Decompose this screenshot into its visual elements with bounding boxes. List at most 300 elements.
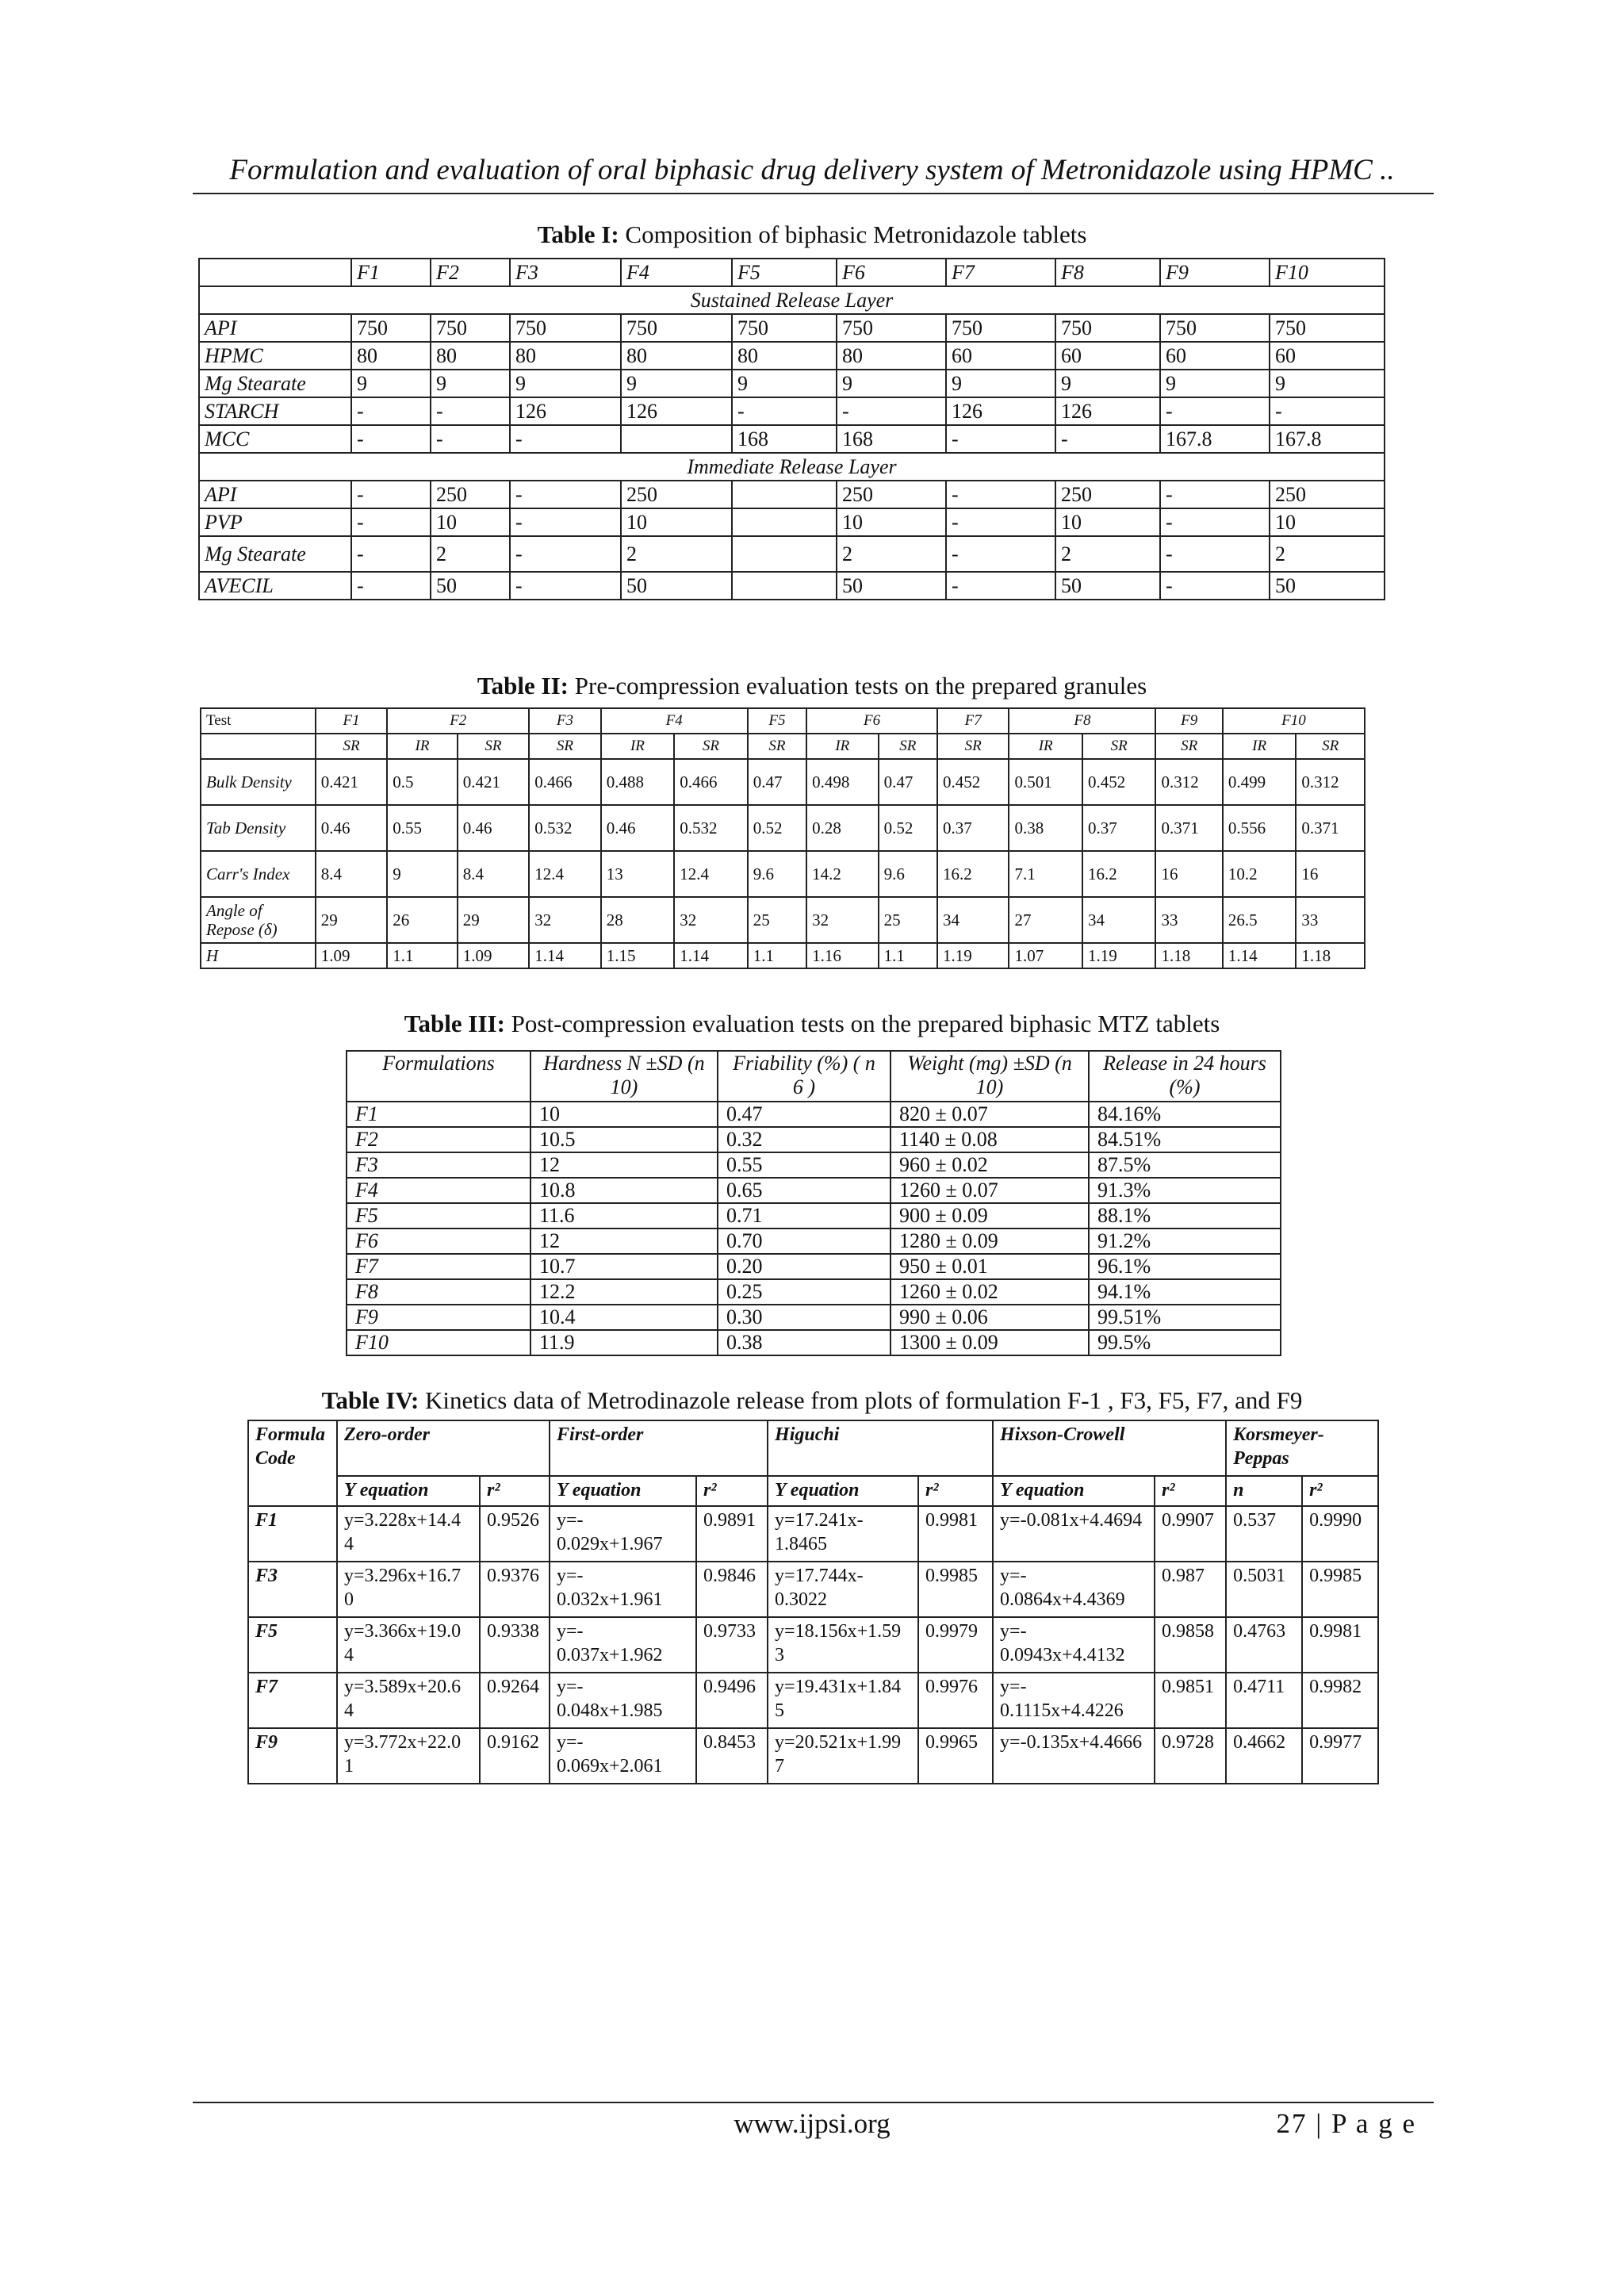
table3-caption-text: Post-compression evaluation tests on the prepared biphasic MTZ tablets [504, 1010, 1220, 1037]
table4-cell: 0.9733 [696, 1617, 768, 1673]
table1-row-label: API [199, 314, 351, 342]
table2-cell: 0.52 [879, 805, 937, 851]
table1-cell: - [510, 536, 621, 572]
table3-row [347, 1279, 1281, 1305]
table3-cell: 0.65 [718, 1178, 891, 1203]
table4-subheader: r² [696, 1476, 768, 1506]
table2-cell: 1.18 [1296, 943, 1365, 968]
table1-cell: 50 [431, 572, 510, 600]
table3-cell: 0.32 [718, 1127, 891, 1152]
table1-cell: 750 [1055, 314, 1160, 342]
table4-formula-code: F5 [248, 1617, 337, 1673]
table2-subheader-row [201, 734, 1365, 759]
table1-cell: 750 [431, 314, 510, 342]
table3-row [347, 1254, 1281, 1279]
table2-cell: 16 [1296, 851, 1365, 897]
table1-cell: 250 [1270, 481, 1385, 508]
table2-cell: 1.16 [806, 943, 878, 968]
table3-cell: 1280 ± 0.09 [891, 1228, 1089, 1254]
table2-caption-label: Table II: [477, 672, 569, 700]
table1-cell: 60 [946, 342, 1055, 370]
table3-cell: 84.51% [1089, 1127, 1281, 1152]
table2-cell: 0.499 [1223, 759, 1296, 805]
table2-cell: 26.5 [1223, 897, 1296, 943]
table2-subheader: SR [1296, 734, 1365, 759]
running-header: Formulation and evaluation of oral biphasic drug delivery system of Metronidazole using HPMC .. [229, 154, 1395, 186]
table4-cell: 0.9907 [1155, 1506, 1226, 1562]
table2-cell: 0.46 [458, 805, 530, 851]
table2-cell: 32 [674, 897, 748, 943]
table1-cell: 750 [946, 314, 1055, 342]
table1-section-immediate: Immediate Release Layer [199, 453, 1385, 481]
table1-cell: - [1270, 397, 1385, 425]
table1-cell: 126 [946, 397, 1055, 425]
table4-cell: 0.9891 [696, 1506, 768, 1562]
table1-row [199, 536, 1385, 572]
table3-formulation: F9 [347, 1305, 530, 1330]
table4-cell: y=- 0.069x+2.061 [550, 1728, 696, 1784]
table3-cell: 10.5 [530, 1127, 718, 1152]
table2-cell: 1.07 [1009, 943, 1082, 968]
table3-cell: 12 [530, 1152, 718, 1178]
table1-cell: - [510, 425, 621, 453]
table1-cell: 60 [1160, 342, 1270, 370]
table1-cell: 10 [1055, 508, 1160, 536]
table2-subheader: SR [1082, 734, 1156, 759]
table2-cell: 28 [601, 897, 674, 943]
table4-cell: y=3.772x+22.0 1 [337, 1728, 480, 1784]
table2-cell: 0.452 [1082, 759, 1156, 805]
table1-cell: - [351, 508, 431, 536]
table3-cell: 11.6 [530, 1203, 718, 1228]
table1-col-header: F10 [1270, 259, 1385, 286]
table1-cell: 9 [1270, 370, 1385, 397]
table1-caption-text: Composition of biphasic Metronidazole tablets [619, 220, 1087, 248]
table4-cell: 0.9976 [918, 1673, 993, 1728]
table1-col-header: F1 [351, 259, 431, 286]
table2-cell: 12.4 [674, 851, 748, 897]
table3-cell: 0.47 [718, 1102, 891, 1127]
table4-subheader: r² [1155, 1476, 1226, 1506]
table2-cell: 0.55 [387, 805, 457, 851]
table4-col-header: Hixson-Crowell [993, 1420, 1226, 1476]
table3-formulation: F8 [347, 1279, 530, 1305]
table1-cell: - [351, 572, 431, 600]
table1-cell: - [1160, 508, 1270, 536]
table3-cell: 91.3% [1089, 1178, 1281, 1203]
table1-cell: - [1160, 397, 1270, 425]
table4-cell: y=19.431x+1.84 5 [768, 1673, 918, 1728]
table1-col-header: F4 [621, 259, 732, 286]
table1-cell: 2 [431, 536, 510, 572]
table2-cell: 26 [387, 897, 457, 943]
table3-col-header: Hardness N ±SD (n 10) [530, 1051, 718, 1102]
table3-cell: 1140 ± 0.08 [891, 1127, 1089, 1152]
table1-cell: 126 [621, 397, 732, 425]
table3-cell: 1300 ± 0.09 [891, 1330, 1089, 1355]
table4-cell: y=3.366x+19.0 4 [337, 1617, 480, 1673]
table4-cell: 0.9728 [1155, 1728, 1226, 1784]
table3-cell: 0.71 [718, 1203, 891, 1228]
header-rule [193, 193, 1434, 194]
table2-cell: 14.2 [806, 851, 878, 897]
table1-cell: - [1055, 425, 1160, 453]
table1-row [199, 425, 1385, 453]
table4-cell: y=- 0.032x+1.961 [550, 1562, 696, 1617]
table1-col-header: F8 [1055, 259, 1160, 286]
table2-col-header: F3 [529, 708, 600, 734]
table2-cell: 1.14 [674, 943, 748, 968]
table3-formulation: F6 [347, 1228, 530, 1254]
table4-cell: y=-0.081x+4.4694 [993, 1506, 1155, 1562]
table2-row-label: Bulk Density [201, 759, 316, 805]
table2-cell: 29 [316, 897, 387, 943]
table2-cell: 7.1 [1009, 851, 1082, 897]
table4-cell: y=17.744x- 0.3022 [768, 1562, 918, 1617]
table1-row-label: MCC [199, 425, 351, 453]
table2-subheader-blank [201, 734, 316, 759]
table1-cell [732, 536, 837, 572]
table2-row-label: H [201, 943, 316, 968]
table4-cell: 0.5031 [1226, 1562, 1302, 1617]
table4-cell: y=3.228x+14.4 4 [337, 1506, 480, 1562]
table1-cell: 9 [510, 370, 621, 397]
table4-cell: 0.4711 [1226, 1673, 1302, 1728]
table3-cell: 91.2% [1089, 1228, 1281, 1254]
table4-cell: 0.9846 [696, 1562, 768, 1617]
table1-cell: 750 [1270, 314, 1385, 342]
table3-col-header: Weight (mg) ±SD (n 10) [891, 1051, 1089, 1102]
table4-subheader: Y equation [993, 1476, 1155, 1506]
table4-cell: y=18.156x+1.59 3 [768, 1617, 918, 1673]
table1-cell: 167.8 [1270, 425, 1385, 453]
table2-subheader: SR [748, 734, 806, 759]
table1-cell: - [510, 572, 621, 600]
table1-cell: - [351, 536, 431, 572]
table3-row [347, 1330, 1281, 1355]
table1-cell: - [946, 536, 1055, 572]
table2-caption [0, 672, 1624, 700]
table3-col-header: Friability (%) ( n 6 ) [718, 1051, 891, 1102]
table1-row-label: AVECIL [199, 572, 351, 600]
table4-subheader: Y equation [768, 1476, 918, 1506]
table2-cell: 9.6 [879, 851, 937, 897]
table1-cell: 50 [1270, 572, 1385, 600]
table2-cell: 0.532 [674, 805, 748, 851]
table1-cell: 10 [431, 508, 510, 536]
table1-cell: 250 [837, 481, 946, 508]
table1-cell: 750 [621, 314, 732, 342]
table4-cell: 0.9162 [480, 1728, 550, 1784]
table1-cell: - [946, 425, 1055, 453]
table2-subheader: SR [937, 734, 1009, 759]
table4-cell: y=- 0.029x+1.967 [550, 1506, 696, 1562]
table1-cell: - [946, 508, 1055, 536]
table1-cell: - [510, 481, 621, 508]
table3-formulation: F4 [347, 1178, 530, 1203]
table4-row [248, 1617, 1378, 1673]
table4-col-header: Korsmeyer-Peppas [1226, 1420, 1378, 1476]
page-number: 27 | P a g e [1276, 2108, 1416, 2139]
table4-cell: 0.9985 [1302, 1562, 1378, 1617]
table4-row [248, 1506, 1378, 1562]
table3-cell: 10.7 [530, 1254, 718, 1279]
table2-subheader: IR [387, 734, 457, 759]
table2-cell: 16.2 [1082, 851, 1156, 897]
table1-section-row [199, 453, 1385, 481]
table1-cell: 9 [837, 370, 946, 397]
table4-row [248, 1562, 1378, 1617]
table2-cell: 32 [806, 897, 878, 943]
table1-cell: - [351, 481, 431, 508]
table4-cell: 0.9858 [1155, 1617, 1226, 1673]
table2-cell: 29 [458, 897, 530, 943]
table4-cell: 0.987 [1155, 1562, 1226, 1617]
table4-cell: 0.9979 [918, 1617, 993, 1673]
table2-cell: 34 [1082, 897, 1156, 943]
table1-row [199, 314, 1385, 342]
table2-cell: 25 [879, 897, 937, 943]
table1-cell: 80 [431, 342, 510, 370]
table4-cell: y=17.241x- 1.8465 [768, 1506, 918, 1562]
table1-cell: 750 [837, 314, 946, 342]
table2-col-header: Test [201, 708, 316, 734]
table2-cell: 16.2 [937, 851, 1009, 897]
table2-subheader: SR [879, 734, 937, 759]
table2-row [201, 851, 1365, 897]
table2-cell: 1.14 [529, 943, 600, 968]
table1-header-row [199, 259, 1385, 286]
table2-cell: 10.2 [1223, 851, 1296, 897]
table3-cell: 12 [530, 1228, 718, 1254]
table4-cell: 0.4662 [1226, 1728, 1302, 1784]
table1-cell: 80 [351, 342, 431, 370]
table1-cell: - [732, 397, 837, 425]
table2-cell: 33 [1296, 897, 1365, 943]
table2-cell: 27 [1009, 897, 1082, 943]
table4-row [248, 1728, 1378, 1784]
table1-cell: 167.8 [1160, 425, 1270, 453]
table4-cell: y=3.589x+20.6 4 [337, 1673, 480, 1728]
table2-cell: 8.4 [316, 851, 387, 897]
table1-cell [621, 425, 732, 453]
table1-cell: 126 [510, 397, 621, 425]
table2-row [201, 805, 1365, 851]
table2-col-header: F2 [387, 708, 529, 734]
table2-row [201, 897, 1365, 943]
table1-row-label: PVP [199, 508, 351, 536]
table2-cell: 0.556 [1223, 805, 1296, 851]
table3-cell: 87.5% [1089, 1152, 1281, 1178]
table3-cell: 88.1% [1089, 1203, 1281, 1228]
table4-cell: 0.9990 [1302, 1506, 1378, 1562]
table2-row-label: Carr's Index [201, 851, 316, 897]
table2-row-label: Tab Density [201, 805, 316, 851]
table2-cell: 0.28 [806, 805, 878, 851]
table4-cell: 0.9965 [918, 1728, 993, 1784]
table1-cell: - [1160, 481, 1270, 508]
table1-cell: - [351, 397, 431, 425]
table4-cell: 0.9376 [480, 1562, 550, 1617]
table2-col-header: F10 [1223, 708, 1365, 734]
table1-cell: 9 [946, 370, 1055, 397]
table4-formula-code: F7 [248, 1673, 337, 1728]
table4-cell: y=-0.135x+4.4666 [993, 1728, 1155, 1784]
table3-cell: 0.30 [718, 1305, 891, 1330]
table1-row-label: API [199, 481, 351, 508]
table2-cell: 1.1 [879, 943, 937, 968]
table1-row-label: HPMC [199, 342, 351, 370]
table1-cell: - [1160, 572, 1270, 600]
table3-cell: 990 ± 0.06 [891, 1305, 1089, 1330]
table4-cell: 0.9977 [1302, 1728, 1378, 1784]
table3-cell: 950 ± 0.01 [891, 1254, 1089, 1279]
table1-cell: 2 [1055, 536, 1160, 572]
table3-row [347, 1152, 1281, 1178]
table2-cell: 0.47 [748, 759, 806, 805]
table3-row [347, 1127, 1281, 1152]
table1-cell: - [431, 425, 510, 453]
table2-subheader: SR [674, 734, 748, 759]
table2-subheader: IR [1223, 734, 1296, 759]
table1-row [199, 397, 1385, 425]
table1-cell: - [946, 481, 1055, 508]
table3-row [347, 1228, 1281, 1254]
table1-cell: 80 [732, 342, 837, 370]
table2-cell: 1.19 [937, 943, 1009, 968]
table4-col-header: Zero-order [337, 1420, 550, 1476]
table1-cell: 750 [510, 314, 621, 342]
table4-formula-code: F9 [248, 1728, 337, 1784]
table1-cell: 750 [732, 314, 837, 342]
table4-cell: 0.4763 [1226, 1617, 1302, 1673]
table2-col-header: F9 [1155, 708, 1222, 734]
table3-cell: 0.55 [718, 1152, 891, 1178]
table1-caption [0, 220, 1624, 249]
table2-col-header: F6 [806, 708, 937, 734]
table1-col-header: F9 [1160, 259, 1270, 286]
table3-cell: 0.25 [718, 1279, 891, 1305]
table2-col-header: F4 [601, 708, 748, 734]
table3-row [347, 1178, 1281, 1203]
table4-row [248, 1673, 1378, 1728]
table1-cell: 80 [837, 342, 946, 370]
table2-cell: 0.37 [1082, 805, 1156, 851]
table2-cell: 1.1 [748, 943, 806, 968]
table2-col-header: F8 [1009, 708, 1155, 734]
table4-cell: 0.9264 [480, 1673, 550, 1728]
table3-formulation: F10 [347, 1330, 530, 1355]
table2-cell: 0.37 [937, 805, 1009, 851]
table4-subheader: Y equation [550, 1476, 696, 1506]
footer-url: www.ijpsi.org [733, 2108, 891, 2139]
table1-row [199, 370, 1385, 397]
table4-formula-code: F3 [248, 1562, 337, 1617]
table3-cell: 900 ± 0.09 [891, 1203, 1089, 1228]
table4-cell: 0.9338 [480, 1617, 550, 1673]
table1-cell: 10 [621, 508, 732, 536]
table2-cell: 0.46 [601, 805, 674, 851]
table2-subheader: SR [1155, 734, 1222, 759]
table1-cell: 9 [1055, 370, 1160, 397]
table1-cell [732, 481, 837, 508]
table2-cell: 0.47 [879, 759, 937, 805]
table3-cell: 10.8 [530, 1178, 718, 1203]
table2-cell: 12.4 [529, 851, 600, 897]
table4-subheader: n [1226, 1476, 1302, 1506]
table3-cell: 0.70 [718, 1228, 891, 1254]
table1-cell: 9 [732, 370, 837, 397]
table2-row [201, 943, 1365, 968]
table3-formulation: F3 [347, 1152, 530, 1178]
table2-cell: 33 [1155, 897, 1222, 943]
table1-cell: 250 [431, 481, 510, 508]
table4-cell: 0.9985 [918, 1562, 993, 1617]
table2-cell: 0.421 [458, 759, 530, 805]
table3-cell: 10.4 [530, 1305, 718, 1330]
table1-row-label: Mg Stearate [199, 536, 351, 572]
table4-cell: 0.9982 [1302, 1673, 1378, 1728]
table3-cell: 12.2 [530, 1279, 718, 1305]
table1-cell: 2 [1270, 536, 1385, 572]
table1-cell: 168 [837, 425, 946, 453]
table3-row [347, 1203, 1281, 1228]
table2-cell: 0.452 [937, 759, 1009, 805]
table2-caption-text: Pre-compression evaluation tests on the prepared granules [569, 672, 1147, 700]
table2-cell: 32 [529, 897, 600, 943]
table4-subheader: r² [480, 1476, 550, 1506]
table2-cell: 16 [1155, 851, 1222, 897]
table4-cell: 0.537 [1226, 1506, 1302, 1562]
table4-col-header: Higuchi [768, 1420, 993, 1476]
table4-cell: 0.9981 [1302, 1617, 1378, 1673]
table3-formulation: F2 [347, 1127, 530, 1152]
table4-header-row [248, 1420, 1378, 1476]
table1-row [199, 481, 1385, 508]
table2-cell: 34 [937, 897, 1009, 943]
table1-cell: 9 [431, 370, 510, 397]
table2-precompression [200, 707, 1365, 969]
table1-cell: 250 [1055, 481, 1160, 508]
table2-cell: 0.532 [529, 805, 600, 851]
table2-subheader: SR [316, 734, 387, 759]
table1-col-header [199, 259, 351, 286]
table3-cell: 10 [530, 1102, 718, 1127]
table3-cell: 0.38 [718, 1330, 891, 1355]
table3-caption [0, 1010, 1624, 1038]
table2-cell: 25 [748, 897, 806, 943]
table3-cell: 94.1% [1089, 1279, 1281, 1305]
table2-cell: 1.09 [458, 943, 530, 968]
table4-col-header: First-order [550, 1420, 768, 1476]
table1-cell: 50 [1055, 572, 1160, 600]
table3-formulation: F5 [347, 1203, 530, 1228]
table1-cell: 168 [732, 425, 837, 453]
table1-cell: - [837, 397, 946, 425]
table2-cell: 0.421 [316, 759, 387, 805]
table4-caption-text: Kinetics data of Metrodinazole release from plots of formulation F-1 , F3, F5, F7, and F9 [419, 1386, 1303, 1414]
table4-cell: 0.8453 [696, 1728, 768, 1784]
table2-cell: 1.09 [316, 943, 387, 968]
table3-cell: 960 ± 0.02 [891, 1152, 1089, 1178]
table1-cell: - [1160, 536, 1270, 572]
table1-cell: 2 [837, 536, 946, 572]
table1-cell: 10 [837, 508, 946, 536]
footer-rule [193, 2102, 1434, 2103]
table2-header-row [201, 708, 1365, 734]
table2-cell: 0.312 [1155, 759, 1222, 805]
table1-cell: 9 [351, 370, 431, 397]
